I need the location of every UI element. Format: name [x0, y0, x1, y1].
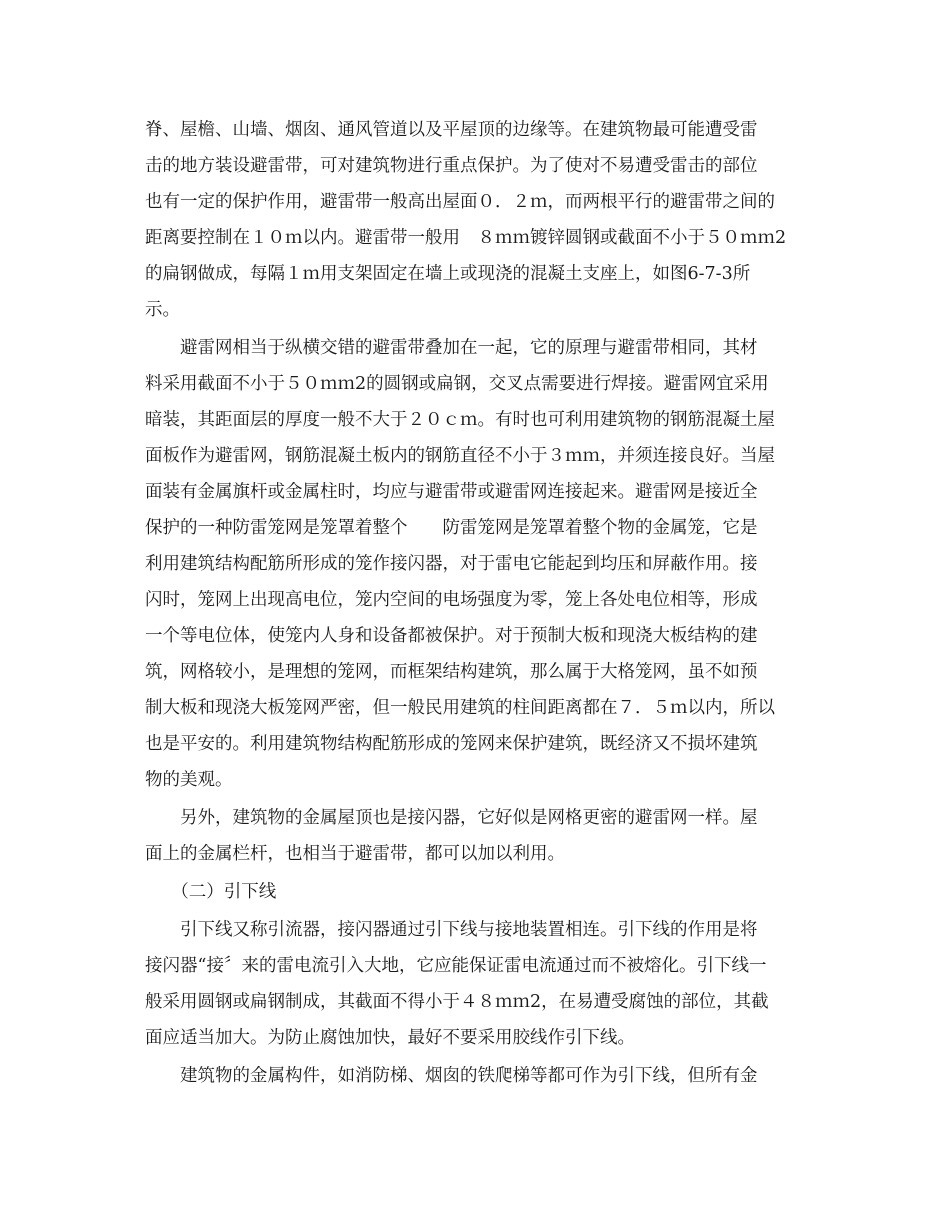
text-line: 击的地方装设避雷带，可对建筑物进行重点保护。为了使对不易遭受雷击的部位	[145, 156, 758, 176]
section-heading: （二）引下线	[145, 882, 277, 902]
text-line: 也是平安的。利用建筑物结构配筋形成的笼网来保护建筑，既经济又不损坏建筑	[145, 734, 758, 754]
text-line: 一个等电位体，使笼内人身和设备都被保护。对于预制大板和现浇大板结构的建	[145, 626, 758, 646]
text-line: 引下线又称引流器，接闪器通过引下线与接地装置相连。引下线的作用是将	[145, 920, 758, 940]
text-line: 面装有金属旗杆或金属柱时，均应与避雷带或避雷网连接起来。避雷网是接近全	[145, 482, 758, 502]
text-line: 示。	[145, 300, 180, 320]
text-line: 暗装，其距面层的厚度一般不大于２０ｃｍ。有时也可利用建筑物的钢筋混凝土屋	[145, 410, 775, 430]
text-line: 另外，建筑物的金属屋顶也是接闪器，它好似是网格更密的避雷网一样。屋	[145, 808, 758, 828]
text-line: 面上的金属栏杆，也相当于避雷带，都可以加以利用。	[145, 844, 565, 864]
text-line: 接闪器“接〞来的雷电流引入大地，它应能保证雷电流通过而不被熔化。引下线一	[145, 956, 767, 976]
text-line: 的扁钢做成，每隔１ｍ用支架固定在墙上或现浇的混凝土支座上，如图6-7-3所	[145, 264, 751, 284]
text-line: 筑，网格较小，是理想的笼网，而框架结构建筑，那么属于大格笼网，虽不如预	[145, 662, 758, 682]
text-line: 面应适当加大。为防止腐蚀加快，最好不要采用胶线作引下线。	[145, 1028, 635, 1048]
text-line: 脊、屋檐、山墙、烟囱、通风管道以及平屋顶的边缘等。在建筑物最可能遭受雷	[145, 120, 758, 140]
text-line: 闪时，笼网上出现高电位，笼内空间的电场强度为零，笼上各处电位相等，形成	[145, 590, 758, 610]
text-line: 距离要控制在１０ｍ以内。避雷带一般用 ８ｍｍ镀锌圆钢或截面不小于５０ｍｍ2	[145, 228, 787, 248]
text-line: 保护的一种防雷笼网是笼罩着整个 防雷笼网是笼罩着整个物的金属笼，它是	[145, 518, 758, 538]
text-line: 面板作为避雷网，钢筋混凝土板内的钢筋直径不小于３ｍｍ，并须连接良好。当屋	[145, 446, 775, 466]
text-line: 料采用截面不小于５０ｍｍ2的圆钢或扁钢，交叉点需要进行焊接。避雷网宜采用	[145, 374, 769, 394]
text-line: 物的美观。	[145, 770, 233, 790]
text-line: 避雷网相当于纵横交错的避雷带叠加在一起，它的原理与避雷带相同，其材	[145, 338, 758, 358]
text-line: 建筑物的金属构件，如消防梯、烟囱的铁爬梯等都可作为引下线，但所有金	[145, 1066, 758, 1086]
text-line: 利用建筑结构配筋所形成的笼作接闪器，对于雷电它能起到均压和屏蔽作用。接	[145, 554, 758, 574]
text-line: 制大板和现浇大板笼网严密，但一般民用建筑的柱间距离都在７．５ｍ以内，所以	[145, 698, 775, 718]
text-line: 般采用圆钢或扁钢制成，其截面不得小于４８ｍｍ2，在易遭受腐蚀的部位，其截	[145, 992, 769, 1012]
text-line: 也有一定的保护作用，避雷带一般高出屋面０．２ｍ，而两根平行的避雷带之间的	[145, 192, 775, 212]
